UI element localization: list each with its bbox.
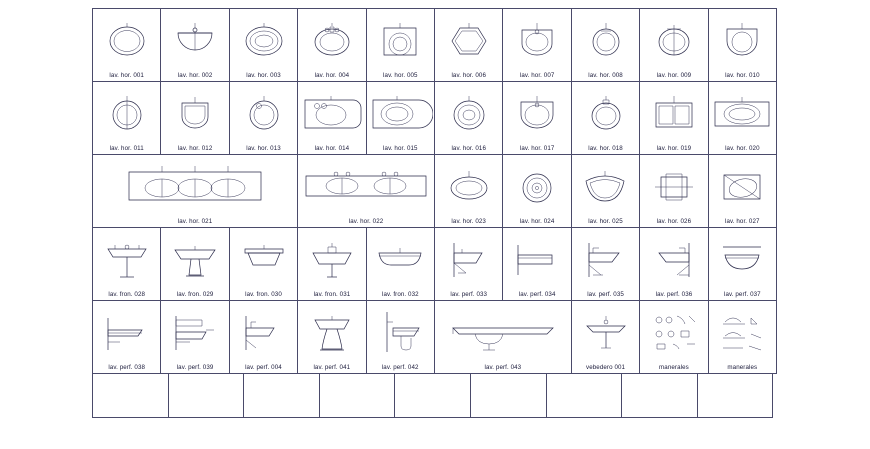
list-item[interactable]	[93, 82, 161, 155]
list-item[interactable]	[640, 9, 708, 82]
table-row	[93, 9, 777, 82]
block-label: lav. hor. 001	[109, 72, 144, 79]
table-row	[93, 374, 777, 418]
list-item[interactable]	[367, 9, 435, 82]
block-label: lav. hor. 017	[519, 145, 555, 152]
list-item[interactable]	[709, 301, 777, 374]
list-item[interactable]	[709, 82, 777, 155]
block-label: lav. fron. 030	[245, 291, 282, 298]
block-label: lav. hor. 015	[383, 145, 418, 152]
list-item[interactable]	[503, 155, 571, 228]
empty-cell	[320, 374, 395, 417]
list-item[interactable]	[640, 228, 708, 301]
counter-oval-bowl-icon	[709, 82, 776, 143]
empty-cell	[93, 374, 168, 417]
list-item[interactable]	[298, 82, 366, 155]
list-item[interactable]	[503, 82, 571, 155]
table-row	[93, 155, 777, 228]
block-label: lav. fron. 031	[313, 291, 351, 298]
bucket-basin-icon	[161, 82, 228, 143]
table-row	[93, 82, 777, 155]
list-item[interactable]	[93, 228, 161, 301]
block-label: lav. hor. 022	[348, 218, 384, 225]
oval-basin-tap-center-icon	[161, 9, 228, 70]
oval-basin-inner-oval-icon	[435, 82, 502, 143]
block-label: lav. hor. 003	[246, 72, 281, 79]
block-label: lav. hor. 013	[246, 145, 281, 152]
list-item[interactable]	[640, 82, 708, 155]
list-item[interactable]	[435, 155, 503, 228]
list-item[interactable]	[698, 374, 774, 418]
list-item[interactable]	[471, 374, 547, 418]
list-item[interactable]	[435, 301, 572, 374]
list-item[interactable]	[709, 228, 777, 301]
block-label: manerales	[659, 364, 689, 371]
list-item[interactable]	[572, 155, 640, 228]
empty-cell	[471, 374, 546, 417]
double-square-sink-icon	[640, 82, 707, 143]
taps-set-icon	[640, 301, 707, 362]
block-label: lav. hor. 005	[383, 72, 418, 79]
block-label: lav. hor. 019	[656, 145, 692, 152]
block-label: lav. hor. 012	[177, 145, 213, 152]
list-item[interactable]	[93, 374, 169, 418]
counter-basin-trap-icon	[435, 301, 571, 362]
section-basin-tap-icon	[572, 228, 639, 289]
front-basin-tap-riser-icon	[298, 228, 365, 289]
list-item[interactable]	[298, 301, 366, 374]
block-label: lav. perf. 042	[381, 364, 419, 371]
list-item[interactable]	[435, 9, 503, 82]
block-label: lav. hor. 006	[451, 72, 487, 79]
block-label: lav. fron. 029	[176, 291, 214, 298]
block-label: lav. fron. 032	[381, 291, 419, 298]
block-label: lav. perf. 034	[518, 291, 556, 298]
block-label: lav. hor. 025	[588, 218, 623, 225]
rect-counter-oval-bowl-icon	[367, 82, 434, 143]
list-item[interactable]	[640, 155, 708, 228]
list-item[interactable]	[367, 228, 435, 301]
oval-basin-plain-icon	[93, 9, 160, 70]
list-item[interactable]	[435, 82, 503, 155]
list-item[interactable]	[161, 301, 229, 374]
list-item[interactable]	[169, 374, 245, 418]
block-label: lav. perf. 043	[484, 364, 522, 371]
oval-basin-crosshair-icon	[640, 9, 707, 70]
block-label: lav. hor. 027	[724, 218, 760, 225]
section-basin-plumbing-icon	[367, 301, 434, 362]
block-label: lav. perf. 039	[176, 364, 214, 371]
list-item[interactable]	[435, 228, 503, 301]
list-item[interactable]	[230, 9, 298, 82]
block-label: lav. perf. 033	[450, 291, 488, 298]
block-label: lav. hor. 016	[451, 145, 487, 152]
shell-basin-icon	[572, 155, 639, 216]
block-label: lav. hor. 007	[519, 72, 555, 79]
list-item[interactable]	[622, 374, 698, 418]
rounded-counter-basin-icon	[298, 82, 365, 143]
list-item[interactable]	[230, 82, 298, 155]
list-item[interactable]	[161, 9, 229, 82]
block-label: lav. perf. 041	[313, 364, 351, 371]
block-label: lav. perf. 038	[108, 364, 146, 371]
table-row	[93, 228, 777, 301]
round-basin-split-icon	[93, 82, 160, 143]
front-pedestal-tall-icon	[298, 301, 365, 362]
empty-cell	[395, 374, 470, 417]
list-item[interactable]	[298, 9, 366, 82]
square-basin-oval-bowl-icon	[503, 9, 570, 70]
list-item[interactable]	[572, 228, 640, 301]
section-basin-mirror-icon	[161, 301, 228, 362]
list-item[interactable]	[320, 374, 396, 418]
block-label: lav. hor. 008	[588, 72, 623, 79]
double-basin-counter-icon	[298, 155, 434, 216]
hexagon-basin-icon	[435, 9, 502, 70]
list-item[interactable]	[572, 82, 640, 155]
table-row	[93, 301, 777, 374]
empty-cell	[547, 374, 622, 417]
block-label: lav. hor. 011	[109, 145, 144, 152]
block-label: vebedero 001	[586, 364, 626, 371]
block-label: lav. hor. 020	[725, 145, 760, 152]
block-label: lav. hor. 010	[725, 72, 760, 79]
block-label: lav. hor. 009	[656, 72, 692, 79]
list-item[interactable]	[230, 228, 298, 301]
empty-cell	[244, 374, 319, 417]
list-item[interactable]	[709, 155, 777, 228]
square-basin-round-bowl-icon	[367, 9, 434, 70]
block-grid	[92, 8, 777, 418]
section-basin-box-icon	[503, 228, 570, 289]
list-item[interactable]	[298, 228, 366, 301]
list-item[interactable]	[93, 301, 161, 374]
front-basin-shelf-icon	[230, 228, 297, 289]
block-label: lav. perf. 037	[724, 291, 761, 298]
block-label: lav. hor. 002	[177, 72, 213, 79]
list-item[interactable]	[503, 228, 571, 301]
block-label: lav. hor. 024	[519, 218, 555, 225]
section-basin-bowl-icon	[709, 228, 776, 289]
list-item[interactable]	[161, 228, 229, 301]
oval-basin-narrow-icon	[572, 9, 639, 70]
list-item[interactable]	[709, 9, 777, 82]
list-item[interactable]	[93, 9, 161, 82]
circle-basin-concentric-icon	[503, 155, 570, 216]
section-basin-wall-2-icon	[230, 301, 297, 362]
section-basin-wall-icon	[640, 228, 707, 289]
block-label: lav. perf. 036	[655, 291, 693, 298]
oval-basin-three-taps-icon	[298, 9, 365, 70]
triple-basin-counter-icon	[93, 155, 297, 216]
front-basin-wide-icon	[367, 228, 434, 289]
list-item[interactable]	[367, 301, 435, 374]
list-item[interactable]	[93, 155, 298, 228]
front-pedestal-basin-icon	[93, 228, 160, 289]
block-label: lav. hor. 026	[656, 218, 692, 225]
list-item[interactable]	[503, 9, 571, 82]
taps-elevation-icon	[709, 301, 776, 362]
corner-oval-basin-icon	[709, 155, 776, 216]
list-item[interactable]	[230, 301, 298, 374]
section-basin-slab-icon	[93, 301, 160, 362]
block-label: lav. fron. 028	[108, 291, 146, 298]
block-label: lav. hor. 021	[177, 218, 213, 225]
block-label: lav. perf. 004	[245, 364, 282, 371]
list-item[interactable]	[161, 82, 229, 155]
list-item[interactable]	[547, 374, 623, 418]
list-item[interactable]	[572, 9, 640, 82]
drinking-fountain-icon	[572, 301, 639, 362]
square-overlap-basin-icon	[640, 155, 707, 216]
list-item[interactable]	[395, 374, 471, 418]
oval-basin-flat-icon	[435, 155, 502, 216]
round-basin-corner-tap-icon	[230, 82, 297, 143]
empty-cell	[169, 374, 244, 417]
list-item[interactable]	[572, 301, 640, 374]
square-basin-rounded-bowl-icon	[503, 82, 570, 143]
block-label: lav. hor. 004	[314, 72, 350, 79]
block-label: lav. hor. 018	[588, 145, 623, 152]
list-item[interactable]	[298, 155, 435, 228]
block-label: manerales	[727, 364, 758, 371]
block-label: lav. hor. 014	[314, 145, 350, 152]
block-label: lav. perf. 035	[587, 291, 624, 298]
square-basin-circle-bowl-icon	[709, 9, 776, 70]
front-basin-pedestal-2-icon	[161, 228, 228, 289]
oval-basin-tap-top-icon	[572, 82, 639, 143]
empty-cell	[622, 374, 697, 417]
list-item[interactable]	[640, 301, 708, 374]
oval-basin-double-ring-icon	[230, 9, 297, 70]
list-item[interactable]	[244, 374, 320, 418]
empty-cell	[698, 374, 773, 417]
list-item[interactable]	[367, 82, 435, 155]
section-basin-bracket-icon	[435, 228, 502, 289]
block-label: lav. hor. 023	[451, 218, 486, 225]
